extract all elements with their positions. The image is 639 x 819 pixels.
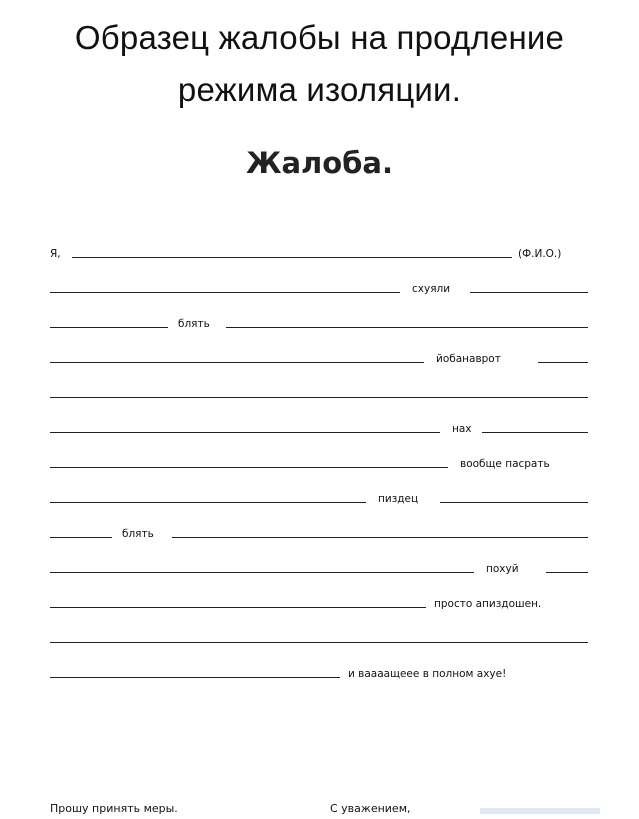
blank-line [50,292,400,293]
blank-line [172,537,588,538]
form-row-label-after: просто апиздошен. [434,598,542,610]
form-row-label: блять [122,528,154,540]
form-row-label: блять [178,318,210,330]
blank-line [50,362,424,363]
blank-line [546,572,588,573]
form-row-label: пиздец [378,493,419,505]
blank-line [50,467,448,468]
form-row-name [50,242,588,262]
form-row-label: схуяли [412,283,451,295]
blank-line [50,642,588,643]
form-row-label-after: (Ф.И.О.) [518,248,562,260]
form-row [50,277,588,297]
blank-line [470,292,588,293]
blank-line [50,327,168,328]
form-row [50,417,588,437]
form-row-label: похуй [486,563,519,575]
blank-line [50,432,440,433]
form-row-blank [50,627,588,647]
form-row [50,312,588,332]
form-row [50,452,588,472]
footer-regards: С уважением, [330,802,411,815]
form-row [50,487,588,507]
blank-line [72,257,512,258]
blank-line [538,362,588,363]
blank-line [50,607,426,608]
title-line-1: Образец жалобы на продление [74,19,565,56]
form-row-label: йобанаврот [436,353,501,365]
form-row [50,522,588,542]
blank-line [50,502,366,503]
blank-line [50,397,588,398]
blank-line [226,327,588,328]
blank-line [50,537,112,538]
form-row [50,557,588,577]
form-row-label-after: вообще пасрать [460,458,550,470]
form-row-label: нах [452,423,472,435]
form-row-label-before: Я, [50,248,61,260]
blank-line [50,572,474,573]
title-line-2: режима изоляции. [177,71,462,108]
form-row [50,662,588,682]
blank-line [50,677,340,678]
complaint-heading: Жалоба. [245,146,394,180]
form-row-label-after: и ваааащеее в полном ахуе! [348,668,507,680]
footer-request: Прошу принять меры. [50,802,178,815]
watermark-smudge [480,808,600,814]
blank-line [440,502,588,503]
form-row [50,592,588,612]
blank-line [482,432,588,433]
form-row-blank [50,382,588,402]
form-row [50,347,588,367]
